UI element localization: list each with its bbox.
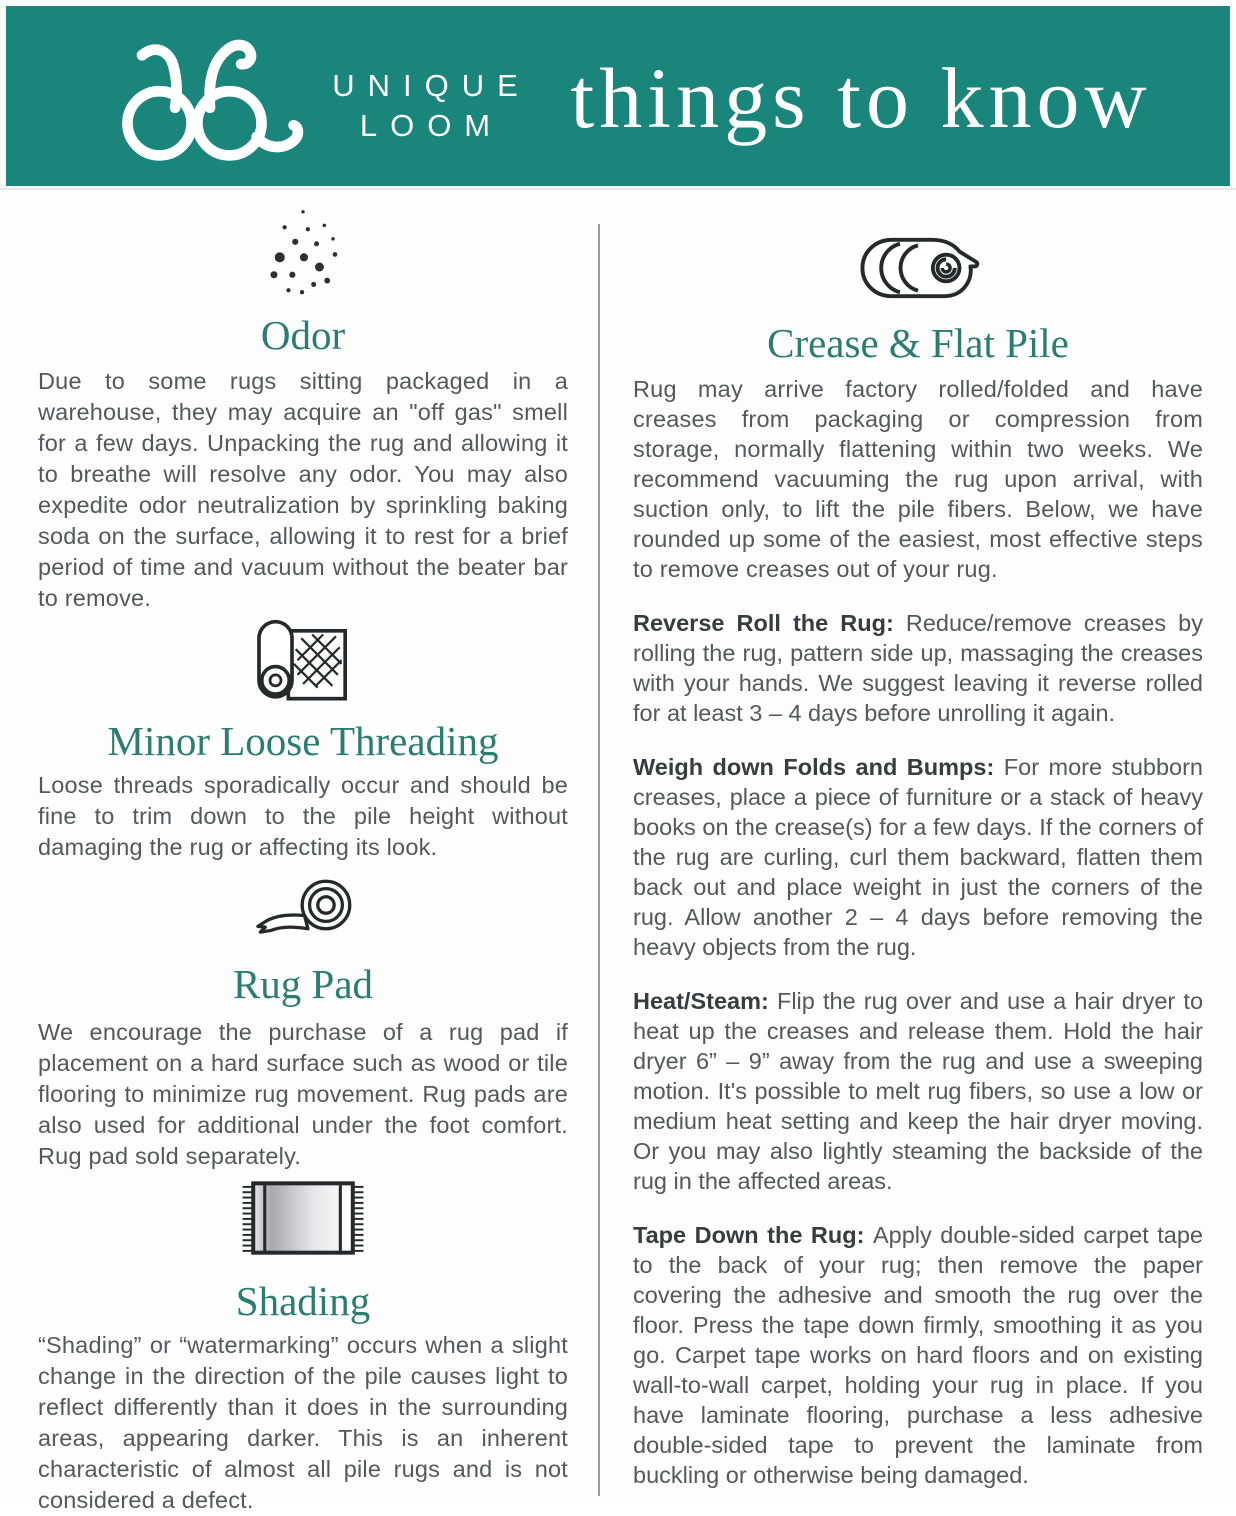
- section-shading: [38, 1178, 568, 1516]
- paragraph-tape-down: [633, 1220, 1203, 1490]
- section-rug-pad: [38, 873, 568, 1172]
- paragraph-text: Apply double-sided carpet tape to the back of your rug; then remove the paper covering the adhesive and smooth the rug over the floor. Press the tape down firmly, smoothing it as you go. Carpet tape works on hard floors and on existing wall-to-wall carpet, holding your rug in place. If you have laminate flooring, purchase a less adhesive double-sided tape to prevent the laminate from buckling or otherwise being damaged.: [633, 1222, 1204, 1488]
- section-heading-shading: Shading: [235, 1278, 371, 1324]
- paragraph-text: Flip the rug over and use a hair dryer to heat up the creases and release them. Hold the hair dryer 6” – 9” away from the rug and use a sweeping motion. It's possible to melt rug fibers, so use a low or medium heat setting and keep the hair dryer moving. Or you may also lightly steaming the backside of the rug in the affected areas.: [633, 988, 1204, 1194]
- rolled-rug-side-icon: [633, 232, 1203, 304]
- paragraph-text: For more stubborn creases, place a piece of furniture or a stack of heavy books on the crease(s) for a few days. If the corners of the rug are curling, curl them backward, flatten them back out and place weight in just the corners of the rug. Allow another 2 – 4 days before removing the heavy objects from the rug.: [633, 754, 1204, 960]
- paragraph-reverse-roll: [633, 608, 1203, 728]
- paragraph-weigh-down: [633, 752, 1203, 962]
- section-odor: [38, 206, 568, 614]
- section-heading-threading: Minor Loose Threading: [107, 718, 499, 764]
- paragraph-text: Reduce/remove creases by rolling the rug, pattern side up, massaging the creases with your hands. We suggest leaving it reverse rolled for at least 3 – 4 days before unrolling it again.: [633, 610, 1203, 726]
- section-body-shading: “Shading” or “watermarking” occurs when a slight change in the direction of the pile causes light to reflect differently than it does in the surrounding areas, appearing darker. This is an inherent characteristic of almost all pile rugs and is not considered a defect.: [38, 1332, 568, 1513]
- section-heading-rug-pad: Rug Pad: [232, 961, 374, 1007]
- header-banner: [6, 6, 1230, 186]
- paragraph-heat-steam: [633, 986, 1203, 1196]
- rug-pad-roll-icon: [38, 873, 568, 937]
- section-body-rug-pad: We encourage the purchase of a rug pad if placement on a hard surface such as wood or tile flooring to minimize rug movement. Rug pads are also used for additional under the foot comfort. Rug pad sold separately.: [38, 1019, 568, 1169]
- paragraph-lead: Heat/Steam:: [633, 988, 769, 1014]
- section-crease-flat-pile: [633, 232, 1203, 584]
- banner-underline: [0, 188, 1236, 190]
- paragraph-lead: Tape Down the Rug:: [633, 1222, 865, 1248]
- section-body-threading: Loose threads sporadically occur and should be fine to trim down to the pile height without damaging the rug or affecting its look.: [38, 772, 568, 860]
- unique-loom-logo-icon: [106, 32, 316, 168]
- paragraph-lead: Weigh down Folds and Bumps:: [633, 754, 995, 780]
- brand-line-1: UNIQUE: [332, 68, 531, 103]
- page-title: things to know: [570, 50, 1152, 146]
- column-divider: [598, 224, 600, 1496]
- section-minor-loose-threading: [38, 618, 568, 863]
- paragraph-lead: Reverse Roll the Rug:: [633, 610, 894, 636]
- right-column: [633, 222, 1203, 1490]
- brand-name: [324, 66, 539, 146]
- section-heading-crease: Crease & Flat Pile: [767, 320, 1069, 366]
- rolled-rug-crosshatch-icon: [38, 618, 568, 706]
- shaded-rug-icon: [38, 1178, 568, 1258]
- odor-dots-icon: [38, 206, 568, 298]
- section-heading-odor: Odor: [260, 312, 346, 358]
- section-body-crease: Rug may arrive factory rolled/folded and have creases from packaging or compression from storage, normally flattening within two weeks. We recommend vacuuming the rug upon arrival, with suction only, to lift the pile fibers. Below, we have rounded up some of the easiest, most effective steps to remove creases out of your rug.: [633, 376, 1203, 582]
- left-column: [38, 200, 568, 1516]
- section-body-odor: Due to some rugs sitting packaged in a warehouse, they may acquire an "off gas" smell for a few days. Unpacking the rug and allowing it to breathe will resolve any odor. You may also expedite odor neutralization by sprinkling baking soda on the surface, allowing it to rest for a brief period of time and vacuum without the beater bar to remove.: [38, 368, 568, 611]
- brand-line-2: LOOM: [359, 108, 504, 143]
